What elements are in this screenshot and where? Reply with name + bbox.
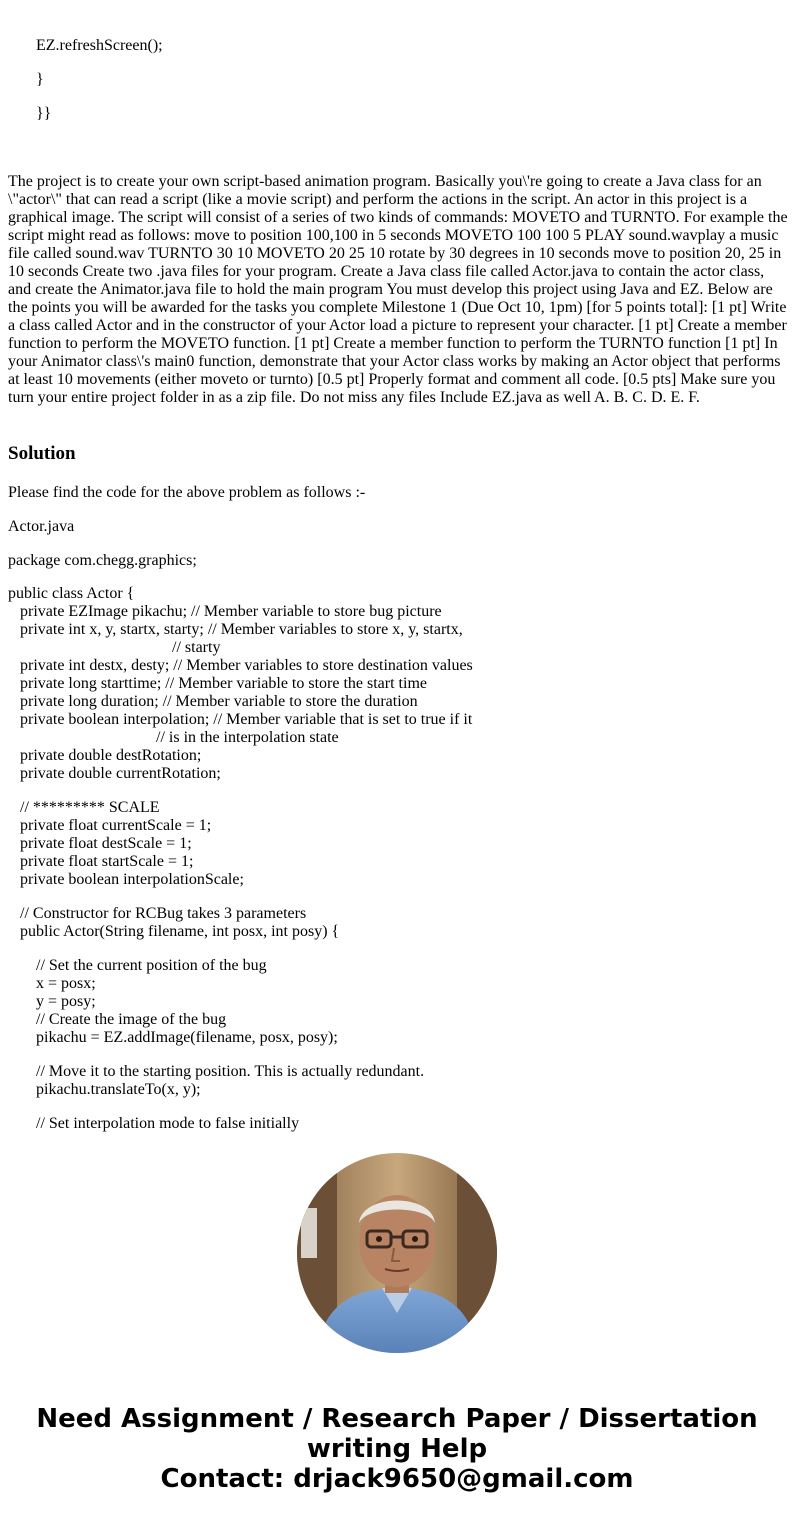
code-blank-line bbox=[8, 1099, 473, 1115]
code-line: private int x, y, startx, starty; // Member variables to store x, y, startx, bbox=[8, 621, 463, 638]
code-line: // Create the image of the bug bbox=[8, 1011, 227, 1028]
code-line: // Set the current position of the bug bbox=[8, 957, 267, 974]
code-line: private double currentRotation; bbox=[8, 765, 221, 782]
actor-code-block bbox=[8, 585, 473, 1133]
code-line: private float startScale = 1; bbox=[8, 853, 194, 870]
solution-intro: Please find the code for the above problem as follows :- bbox=[8, 484, 366, 501]
code-blank-line bbox=[8, 783, 473, 799]
question-text: The project is to create your own script-based animation program. Basically you\'re going to create a Java class for an \"actor\" that can read a script (like a movie script) and perform the actions in the script. An actor in this project is a graphical image. The script will consist of a series of two kinds of commands: MOVETO and TURNTO. For example the script might read as follows: move to position 100,100 in 5 seconds MOVETO 100 100 5 PLAY sound.wavplay a music file called sound.wav TURNTO 30 10 MOVETO 20 25 10 rotate by 30 degrees in 10 seconds move to position 20, 25 in 10 seconds Create two .java files for your program. Create a Java class file called Actor.java to contain the actor class, and create the Animator.java file to hold the main program You must develop this project using Java and EZ. Below are the points you will be awarded for the tasks you complete Milestone 1 (Due Oct 10, 1pm) [for 5 points total]: [1 pt] Write a class called Actor and in the constructor of your Actor load a picture to represent your character. [1 pt] Create a member function to perform the MOVETO function. [1 pt] Create a member function to perform the TURNTO function [1 pt] In your Animator class\'s main0 function, demonstrate that your Actor class works by making an Actor object that performs at least 10 movements (either moveto or turnto) [0.5 pt] Properly format and comment all code. [0.5 pts] Make sure you turn your entire project folder in as a zip file. Do not miss any files Include EZ.java as well A. B. C. D. E. F. bbox=[8, 173, 788, 406]
code-line: private long duration; // Member variable to store the duration bbox=[8, 693, 418, 710]
code-line: // ********* SCALE bbox=[8, 799, 160, 816]
code-line: private double destRotation; bbox=[8, 747, 202, 764]
code-line: y = posy; bbox=[8, 993, 96, 1010]
code-line: // Move it to the starting position. This is actually redundant. bbox=[8, 1063, 425, 1080]
banner-line-1: Need Assignment / Research Paper / Dissertation bbox=[36, 1404, 758, 1434]
code-blank-line bbox=[8, 889, 473, 905]
code-blank-line bbox=[8, 1047, 473, 1063]
help-contact-banner bbox=[0, 1404, 794, 1494]
code-closing-brace: } bbox=[36, 71, 44, 88]
code-line: private boolean interpolationScale; bbox=[8, 871, 244, 888]
code-closing-braces: }} bbox=[36, 105, 52, 122]
person-photo-icon bbox=[297, 1153, 497, 1353]
code-line: pikachu = EZ.addImage(filename, posx, posy); bbox=[8, 1029, 338, 1046]
package-declaration: package com.chegg.graphics; bbox=[8, 552, 197, 569]
code-line: private EZImage pikachu; // Member variable to store bug picture bbox=[8, 603, 442, 620]
author-avatar bbox=[297, 1153, 497, 1353]
code-refresh-screen: EZ.refreshScreen(); bbox=[36, 37, 163, 54]
code-line: private long starttime; // Member variable to store the start time bbox=[8, 675, 427, 692]
code-line: // Set interpolation mode to false initially bbox=[8, 1115, 300, 1132]
code-line: x = posx; bbox=[8, 975, 96, 992]
code-blank-line bbox=[8, 941, 473, 957]
code-line: public Actor(String filename, int posx, int posy) { bbox=[8, 923, 340, 940]
code-line: // starty bbox=[8, 639, 221, 656]
code-line: public class Actor { bbox=[8, 585, 135, 602]
code-line: private float destScale = 1; bbox=[8, 835, 192, 852]
code-line: private float currentScale = 1; bbox=[8, 817, 212, 834]
solution-heading: Solution bbox=[8, 443, 76, 464]
code-line: private int destx, desty; // Member variables to store destination values bbox=[8, 657, 473, 674]
code-line: private boolean interpolation; // Member variable that is set to true if it bbox=[8, 711, 473, 728]
code-line: pikachu.translateTo(x, y); bbox=[8, 1081, 201, 1098]
banner-contact-line: Contact: drjack9650@gmail.com bbox=[160, 1464, 634, 1494]
banner-line-2: writing Help bbox=[306, 1434, 488, 1464]
code-line: // Constructor for RCBug takes 3 parameters bbox=[8, 905, 307, 922]
solution-filename: Actor.java bbox=[8, 518, 75, 535]
code-line: // is in the interpolation state bbox=[8, 729, 339, 746]
